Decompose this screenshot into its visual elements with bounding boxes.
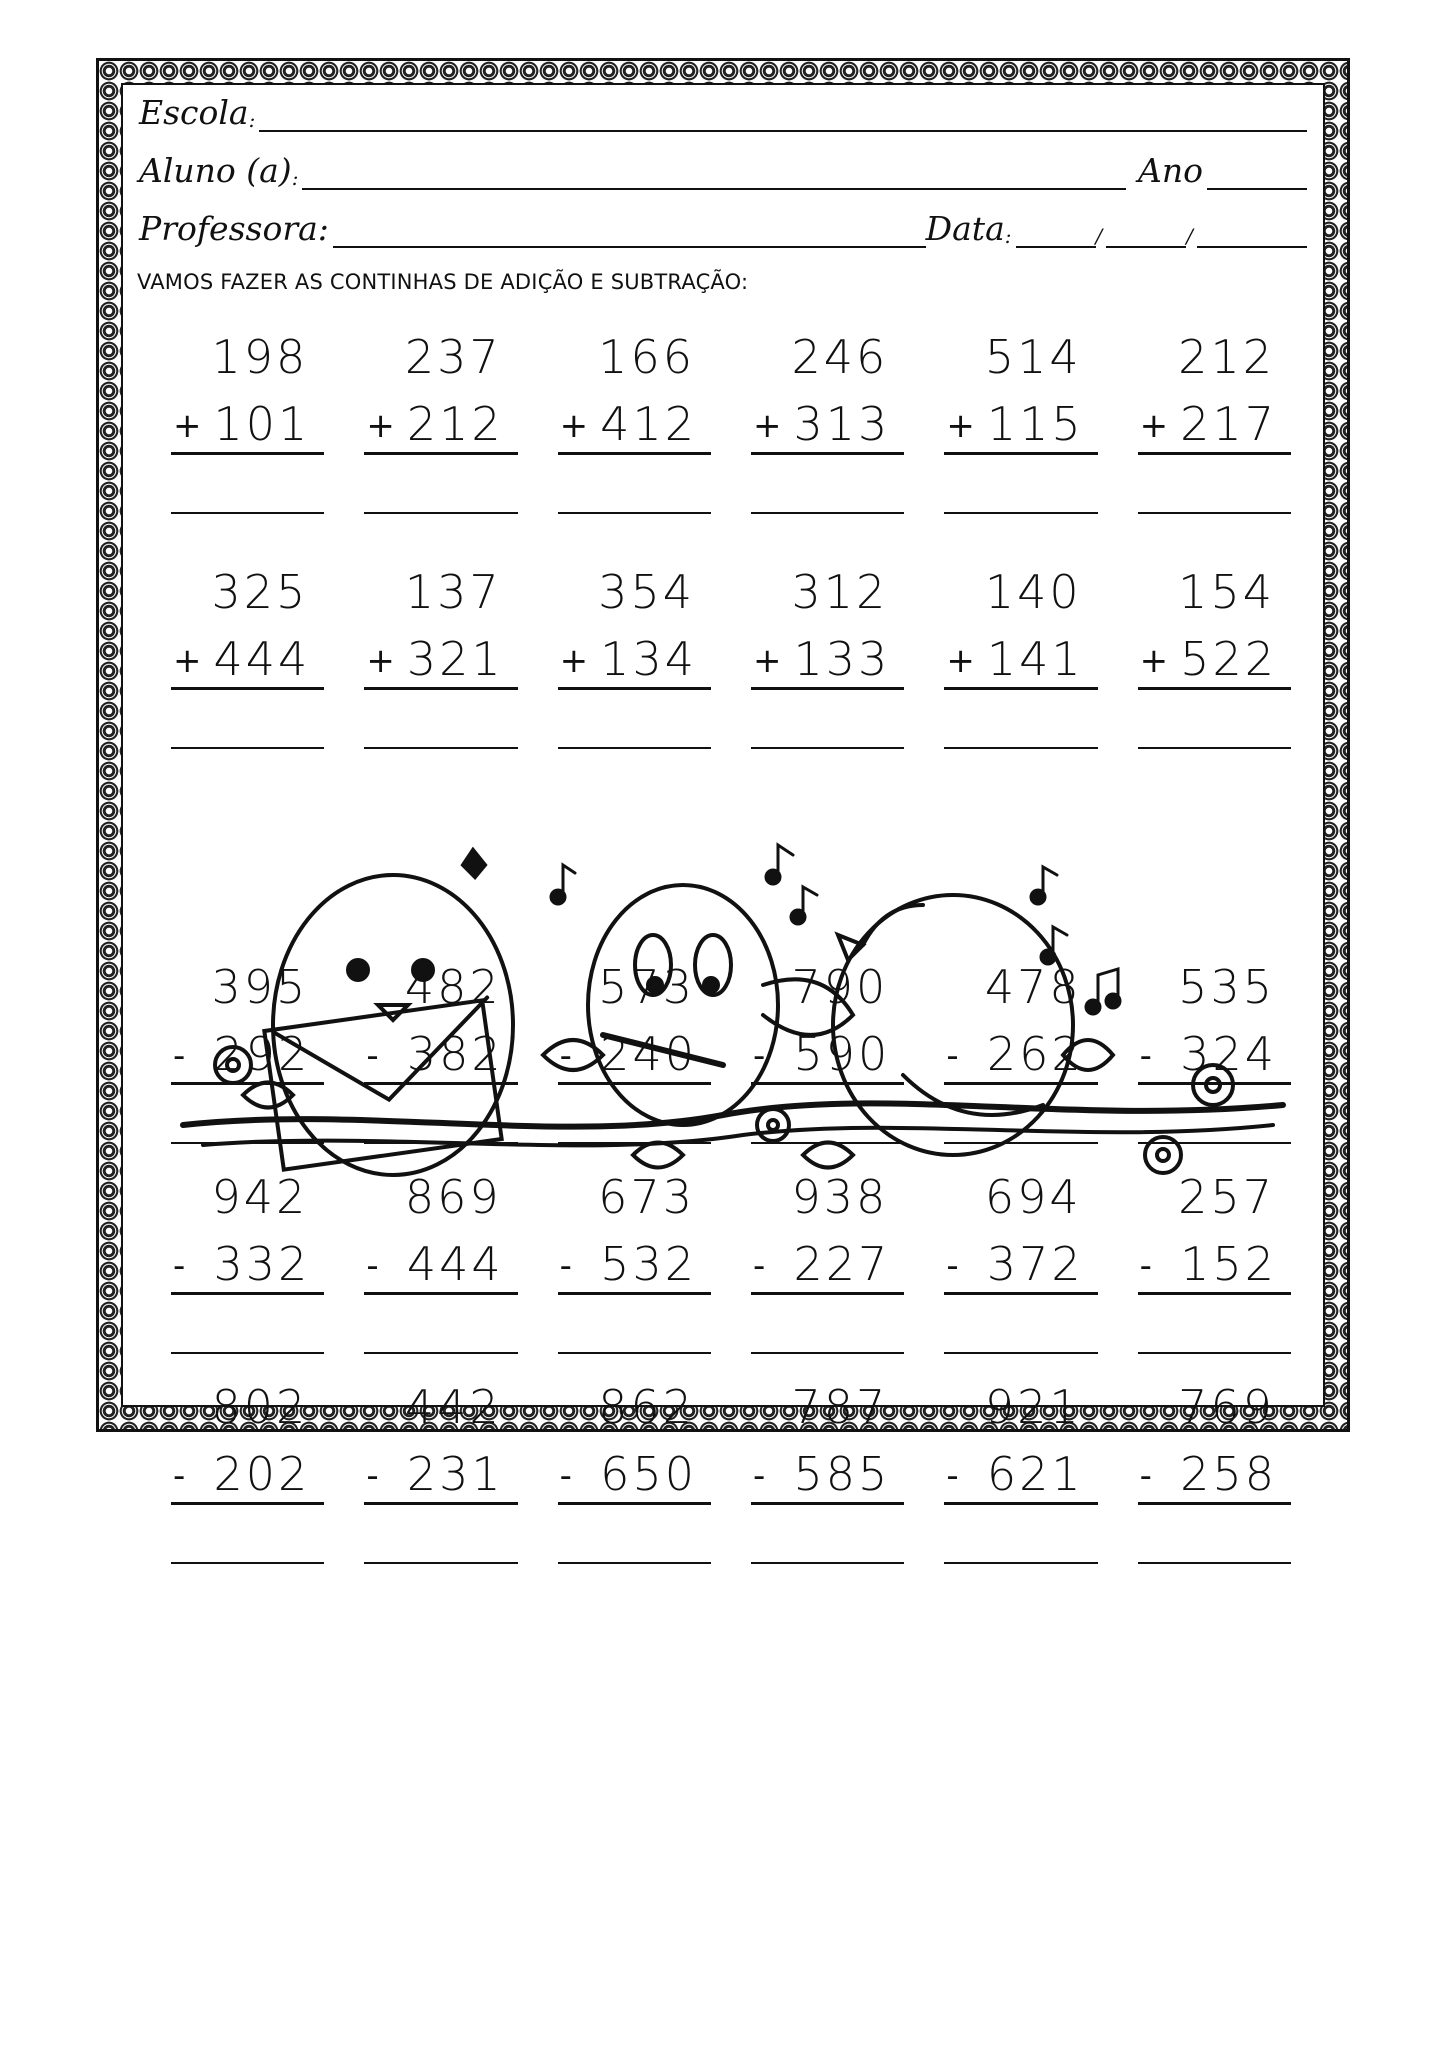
bottom-number: 412 <box>600 397 697 451</box>
operand-line <box>171 1236 324 1295</box>
date-year-field[interactable] <box>1197 216 1307 248</box>
operator-sign: - <box>559 1036 572 1076</box>
top-number: 354 <box>598 565 695 619</box>
operator-sign: + <box>173 406 202 446</box>
operator-sign: + <box>559 406 589 446</box>
operator-sign: + <box>366 641 395 681</box>
top-number: 942 <box>211 1170 309 1224</box>
addition-problem <box>733 330 926 540</box>
bottom-number: 522 <box>1180 632 1277 686</box>
bottom-number: 590 <box>793 1027 891 1081</box>
addition-problem <box>1120 330 1313 540</box>
operator-sign: - <box>752 1036 766 1076</box>
subtraction-problem <box>153 1380 346 1590</box>
top-number: 673 <box>598 1170 695 1224</box>
bottom-number: 292 <box>213 1027 311 1081</box>
operator-sign: - <box>946 1036 959 1076</box>
subtraction-row <box>153 1380 1313 1590</box>
bottom-number: 585 <box>793 1447 891 1501</box>
subtraction-problem <box>1120 1170 1313 1380</box>
subtraction-problem <box>733 960 926 1170</box>
addition-problem <box>153 330 346 540</box>
answer-line[interactable] <box>1138 512 1291 514</box>
subtraction-row <box>153 1170 1313 1380</box>
operator-sign: + <box>946 406 975 446</box>
top-number: 862 <box>598 1380 695 1434</box>
top-number: 166 <box>598 330 695 384</box>
bottom-number: 152 <box>1180 1237 1277 1291</box>
operand-line <box>944 631 1097 690</box>
answer-line[interactable] <box>558 512 711 514</box>
operand-line <box>364 1026 517 1085</box>
student-field[interactable] <box>302 158 1126 190</box>
bottom-number: 212 <box>406 397 504 451</box>
bottom-number: 313 <box>793 397 891 451</box>
operator-sign: - <box>559 1456 572 1496</box>
addition-row <box>153 565 1313 775</box>
answer-line[interactable] <box>751 1142 904 1144</box>
top-number: 869 <box>404 1170 502 1224</box>
operand-line <box>1138 1446 1291 1505</box>
answer-line[interactable] <box>944 512 1097 514</box>
operand-line <box>1138 631 1291 690</box>
answer-line[interactable] <box>171 1142 324 1144</box>
student-label: Aluno (a) <box>139 151 292 190</box>
instruction-text: VAMOS FAZER AS CONTINHAS DE ADIÇÃO E SUBTRAÇÃO: <box>137 270 749 294</box>
subtraction-problem <box>540 1170 733 1380</box>
operator-sign: - <box>1139 1246 1152 1286</box>
bottom-number: 372 <box>986 1237 1084 1291</box>
addition-row <box>153 330 1313 540</box>
top-number: 790 <box>791 960 889 1014</box>
top-number: 325 <box>211 565 309 619</box>
top-number: 140 <box>984 565 1082 619</box>
subtraction-problem <box>733 1170 926 1380</box>
bottom-number: 227 <box>793 1237 891 1291</box>
bottom-number: 382 <box>406 1027 504 1081</box>
subtraction-row <box>153 960 1313 1170</box>
operand-line <box>558 396 711 455</box>
bottom-number: 217 <box>1180 397 1277 451</box>
teacher-line <box>139 209 1307 248</box>
top-number: 137 <box>404 565 502 619</box>
top-number: 694 <box>984 1170 1082 1224</box>
top-number: 212 <box>1178 330 1275 384</box>
answer-line[interactable] <box>364 1352 517 1354</box>
teacher-field[interactable] <box>333 216 926 248</box>
answer-line[interactable] <box>171 1352 324 1354</box>
bottom-number: 324 <box>1180 1027 1277 1081</box>
school-field[interactable] <box>259 100 1307 132</box>
operator-sign: - <box>173 1246 186 1286</box>
answer-line[interactable] <box>944 1562 1097 1564</box>
operator-sign: - <box>946 1456 959 1496</box>
school-colon: : <box>248 108 256 132</box>
subtraction-problem <box>153 1170 346 1380</box>
subtraction-problem <box>1120 1380 1313 1590</box>
operand-line <box>944 1026 1097 1085</box>
date-day-field[interactable] <box>1016 216 1096 248</box>
operand-line <box>751 396 904 455</box>
addition-problem <box>346 330 539 540</box>
addition-problem <box>926 330 1119 540</box>
subtraction-problem <box>733 1380 926 1590</box>
top-number: 257 <box>1178 1170 1275 1224</box>
operand-line <box>751 1026 904 1085</box>
operand-line <box>751 1236 904 1295</box>
bottom-number: 321 <box>406 632 504 686</box>
operand-line <box>1138 396 1291 455</box>
operand-line <box>558 1236 711 1295</box>
operator-sign: + <box>752 641 782 681</box>
bottom-number: 262 <box>986 1027 1084 1081</box>
bottom-number: 258 <box>1180 1447 1277 1501</box>
subtraction-problem <box>540 960 733 1170</box>
operand-line <box>364 631 517 690</box>
date-colon: : <box>1004 224 1012 248</box>
operator-sign: + <box>366 406 395 446</box>
subtraction-problem <box>1120 960 1313 1170</box>
teacher-label: Professora: <box>139 209 329 248</box>
operand-line <box>944 1446 1097 1505</box>
date-month-field[interactable] <box>1106 216 1186 248</box>
operand-line <box>558 1026 711 1085</box>
operand-line <box>558 631 711 690</box>
bottom-number: 621 <box>986 1447 1084 1501</box>
subtraction-problem <box>346 1170 539 1380</box>
answer-line[interactable] <box>171 1562 324 1564</box>
answer-line[interactable] <box>364 1142 517 1144</box>
operator-sign: + <box>1139 406 1169 446</box>
answer-line[interactable] <box>558 1142 711 1144</box>
bottom-number: 231 <box>406 1447 504 1501</box>
top-number: 395 <box>211 960 309 1014</box>
operator-sign: + <box>752 406 782 446</box>
bottom-number: 444 <box>406 1237 504 1291</box>
operator-sign: - <box>559 1246 572 1286</box>
operand-line <box>171 1026 324 1085</box>
subtraction-problem <box>926 1380 1119 1590</box>
operand-line <box>171 1446 324 1505</box>
subtraction-problem <box>926 1170 1119 1380</box>
operator-sign: + <box>559 641 589 681</box>
student-colon: : <box>291 166 299 190</box>
bottom-number: 134 <box>600 632 697 686</box>
bottom-number: 532 <box>600 1237 697 1291</box>
operator-sign: - <box>1139 1036 1152 1076</box>
answer-line[interactable] <box>751 1352 904 1354</box>
operand-line <box>558 1446 711 1505</box>
answer-line[interactable] <box>1138 747 1291 749</box>
top-number: 514 <box>984 330 1082 384</box>
answer-line[interactable] <box>944 1142 1097 1144</box>
bottom-number: 202 <box>213 1447 311 1501</box>
operator-sign: - <box>366 1456 379 1496</box>
subtraction-problem <box>926 960 1119 1170</box>
addition-problem <box>1120 565 1313 775</box>
operator-sign: + <box>946 641 975 681</box>
operator-sign: - <box>366 1246 379 1286</box>
bottom-number: 444 <box>213 632 311 686</box>
top-number: 198 <box>211 330 309 384</box>
addition-problem <box>540 565 733 775</box>
top-number: 246 <box>791 330 889 384</box>
school-label: Escola <box>139 93 249 132</box>
date-label: Data <box>925 209 1005 248</box>
subtraction-problem <box>153 960 346 1170</box>
answer-line[interactable] <box>751 512 904 514</box>
operator-sign: - <box>946 1246 959 1286</box>
bottom-number: 115 <box>986 397 1084 451</box>
bottom-number: 141 <box>986 632 1084 686</box>
top-number: 938 <box>791 1170 889 1224</box>
operand-line <box>1138 1236 1291 1295</box>
operand-line <box>364 1236 517 1295</box>
operator-sign: - <box>173 1036 186 1076</box>
answer-line[interactable] <box>364 512 517 514</box>
top-number: 787 <box>791 1380 889 1434</box>
operator-sign: - <box>752 1456 766 1496</box>
answer-line[interactable] <box>1138 1562 1291 1564</box>
addition-problem <box>926 565 1119 775</box>
top-number: 154 <box>1178 565 1275 619</box>
answer-line[interactable] <box>364 1562 517 1564</box>
operator-sign: + <box>173 641 202 681</box>
year-field[interactable] <box>1207 158 1307 190</box>
school-line <box>139 93 1307 132</box>
operand-line <box>171 631 324 690</box>
bottom-number: 240 <box>600 1027 697 1081</box>
answer-line[interactable] <box>944 747 1097 749</box>
answer-line[interactable] <box>1138 1142 1291 1144</box>
answer-line[interactable] <box>364 747 517 749</box>
answer-line[interactable] <box>944 1352 1097 1354</box>
operator-sign: - <box>366 1036 379 1076</box>
operator-sign: + <box>1139 641 1169 681</box>
bottom-number: 101 <box>213 397 311 451</box>
operand-line <box>751 631 904 690</box>
subtraction-problem <box>346 960 539 1170</box>
top-number: 921 <box>984 1380 1082 1434</box>
top-number: 312 <box>791 565 889 619</box>
answer-line[interactable] <box>171 512 324 514</box>
top-number: 442 <box>404 1380 502 1434</box>
top-number: 478 <box>984 960 1082 1014</box>
operator-sign: - <box>752 1246 766 1286</box>
date-slash-1: / <box>1095 224 1103 248</box>
operand-line <box>364 1446 517 1505</box>
answer-line[interactable] <box>558 1352 711 1354</box>
operand-line <box>751 1446 904 1505</box>
worksheet-border <box>96 58 1350 1501</box>
answer-line[interactable] <box>558 1562 711 1564</box>
operator-sign: - <box>173 1456 186 1496</box>
operand-line <box>1138 1026 1291 1085</box>
answer-line[interactable] <box>1138 1352 1291 1354</box>
top-number: 802 <box>211 1380 309 1434</box>
addition-problem <box>346 565 539 775</box>
subtraction-problem <box>540 1380 733 1590</box>
operator-sign: - <box>1139 1456 1152 1496</box>
operand-line <box>944 1236 1097 1295</box>
student-line <box>139 151 1307 190</box>
operand-line <box>944 396 1097 455</box>
top-number: 535 <box>1178 960 1275 1014</box>
top-number: 237 <box>404 330 502 384</box>
answer-line[interactable] <box>171 747 324 749</box>
worksheet-sheet <box>121 83 1325 1501</box>
bottom-number: 650 <box>600 1447 697 1501</box>
answer-line[interactable] <box>751 1562 904 1564</box>
operand-line <box>171 396 324 455</box>
subtraction-problem <box>346 1380 539 1590</box>
answer-line[interactable] <box>558 747 711 749</box>
answer-line[interactable] <box>751 747 904 749</box>
addition-problem <box>153 565 346 775</box>
top-number: 769 <box>1178 1380 1275 1434</box>
addition-problem <box>540 330 733 540</box>
bottom-number: 133 <box>793 632 891 686</box>
operand-line <box>364 396 517 455</box>
bottom-number: 332 <box>213 1237 311 1291</box>
addition-problem <box>733 565 926 775</box>
date-slash-2: / <box>1186 224 1193 248</box>
top-number: 573 <box>598 960 695 1014</box>
year-label: Ano <box>1138 151 1203 190</box>
top-number: 482 <box>404 960 502 1014</box>
